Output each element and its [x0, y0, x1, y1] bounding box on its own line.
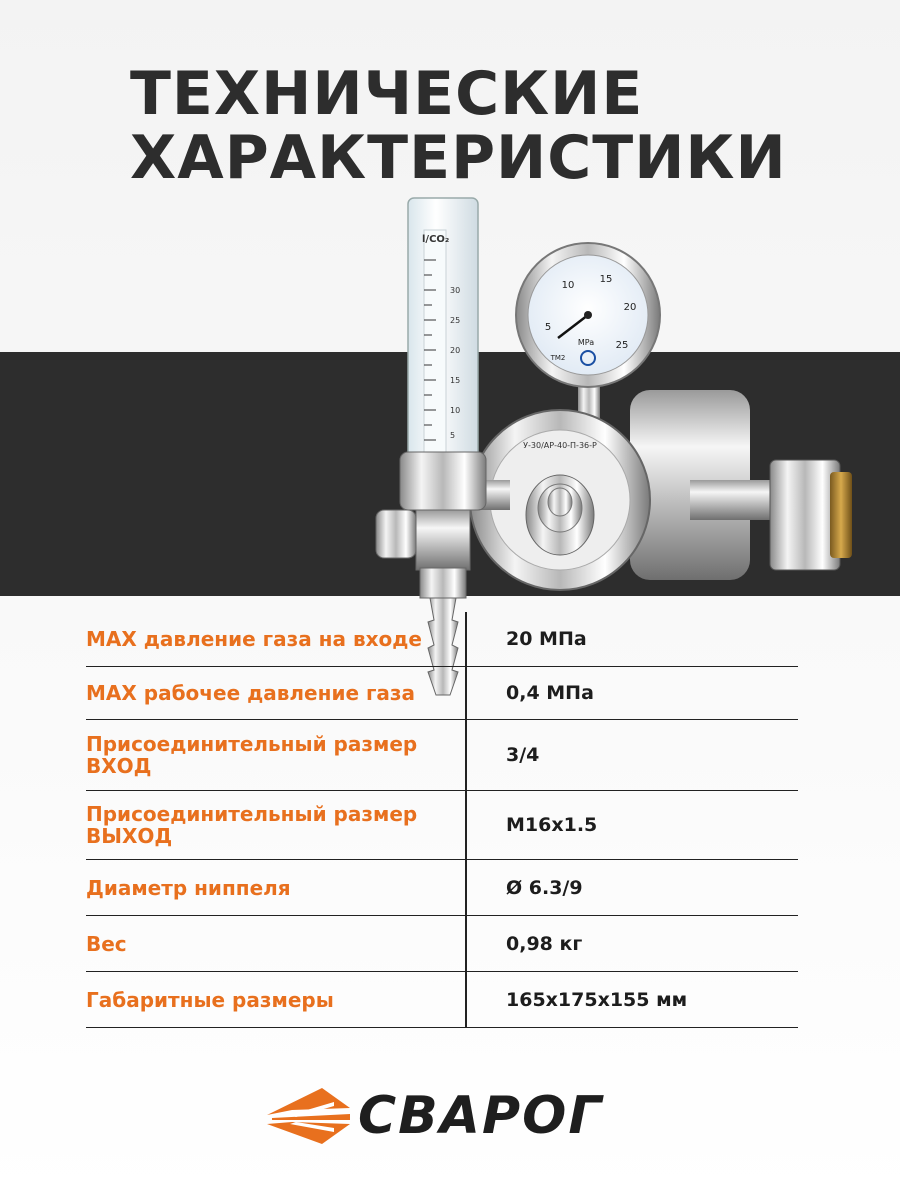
gauge-tick-label: 5	[544, 322, 552, 333]
spec-value: M16x1.5	[506, 814, 598, 836]
spec-divider	[465, 667, 467, 719]
regulator-marking: У-30/АР-40-П-36-Р	[523, 441, 597, 450]
gauge-tick-label: 15	[599, 274, 613, 285]
spec-row	[86, 860, 798, 916]
flowmeter-tick-label: 30	[450, 286, 461, 295]
gauge-tick-label: 25	[615, 340, 629, 351]
spec-divider	[465, 972, 467, 1027]
brand-name: СВАРОГ	[358, 1086, 604, 1146]
title-line-2: ХАРАКТЕРИСТИКИ	[130, 123, 787, 193]
spec-table	[86, 612, 798, 1028]
spec-label: MAX рабочее давление газа	[86, 681, 416, 705]
flowmeter-tick-label: 20	[450, 346, 461, 355]
brand-logo	[262, 1080, 652, 1150]
spec-row	[86, 916, 798, 972]
spec-divider	[465, 612, 467, 666]
spec-divider	[465, 916, 467, 971]
gauge-needle-pivot	[584, 311, 592, 319]
spec-row	[86, 972, 798, 1028]
spec-row	[86, 791, 798, 860]
spec-label: Вес	[86, 931, 127, 956]
spec-label: Присоединительный размер ВЫХОД	[86, 802, 418, 848]
flowmeter-base	[400, 452, 486, 510]
spec-label: Диаметр ниппеля	[86, 875, 291, 900]
spec-label: Присоединительный размер ВХОД	[86, 732, 418, 778]
outlet-fitting	[416, 510, 470, 570]
inlet-nut	[770, 460, 840, 570]
spec-label: Габаритные размеры	[86, 987, 334, 1012]
flowmeter-tick-label: 5	[450, 431, 456, 440]
spec-label: MAX давление газа на входе	[86, 627, 422, 651]
spec-value: 20 МПа	[506, 628, 587, 650]
inlet-brass-thread	[830, 472, 852, 558]
gauge-tick-label: 10	[561, 280, 575, 291]
spec-value: 3/4	[506, 744, 540, 766]
spec-row	[86, 612, 798, 667]
spec-divider	[465, 791, 467, 859]
page-title	[130, 59, 810, 193]
gauge-model: ТМ2	[550, 354, 566, 362]
spec-row	[86, 667, 798, 720]
flowmeter-label: l/CO₂	[422, 234, 450, 245]
spec-value: 0,98 кг	[506, 932, 583, 955]
flow-valve-knob	[376, 510, 416, 558]
spec-divider	[465, 860, 467, 915]
title-line-1: ТЕХНИЧЕСКИЕ	[130, 59, 644, 129]
spec-value: 0,4 МПа	[506, 682, 594, 704]
spec-value: 165x175x155 мм	[506, 988, 688, 1011]
spec-value: Ø 6.3/9	[506, 876, 583, 899]
spec-row	[86, 720, 798, 791]
flowmeter-inner	[424, 230, 446, 455]
gauge-tick-label: 20	[623, 302, 637, 313]
outlet-nut	[420, 568, 466, 598]
brand-wing-icon	[262, 1080, 352, 1150]
flowmeter-tick-label: 10	[450, 406, 461, 415]
spec-divider	[465, 720, 467, 790]
flowmeter-tick-label: 25	[450, 316, 461, 325]
flowmeter-tick-label: 15	[450, 376, 461, 385]
adjusting-knob	[526, 475, 594, 555]
gauge-unit: MPa	[577, 338, 595, 347]
